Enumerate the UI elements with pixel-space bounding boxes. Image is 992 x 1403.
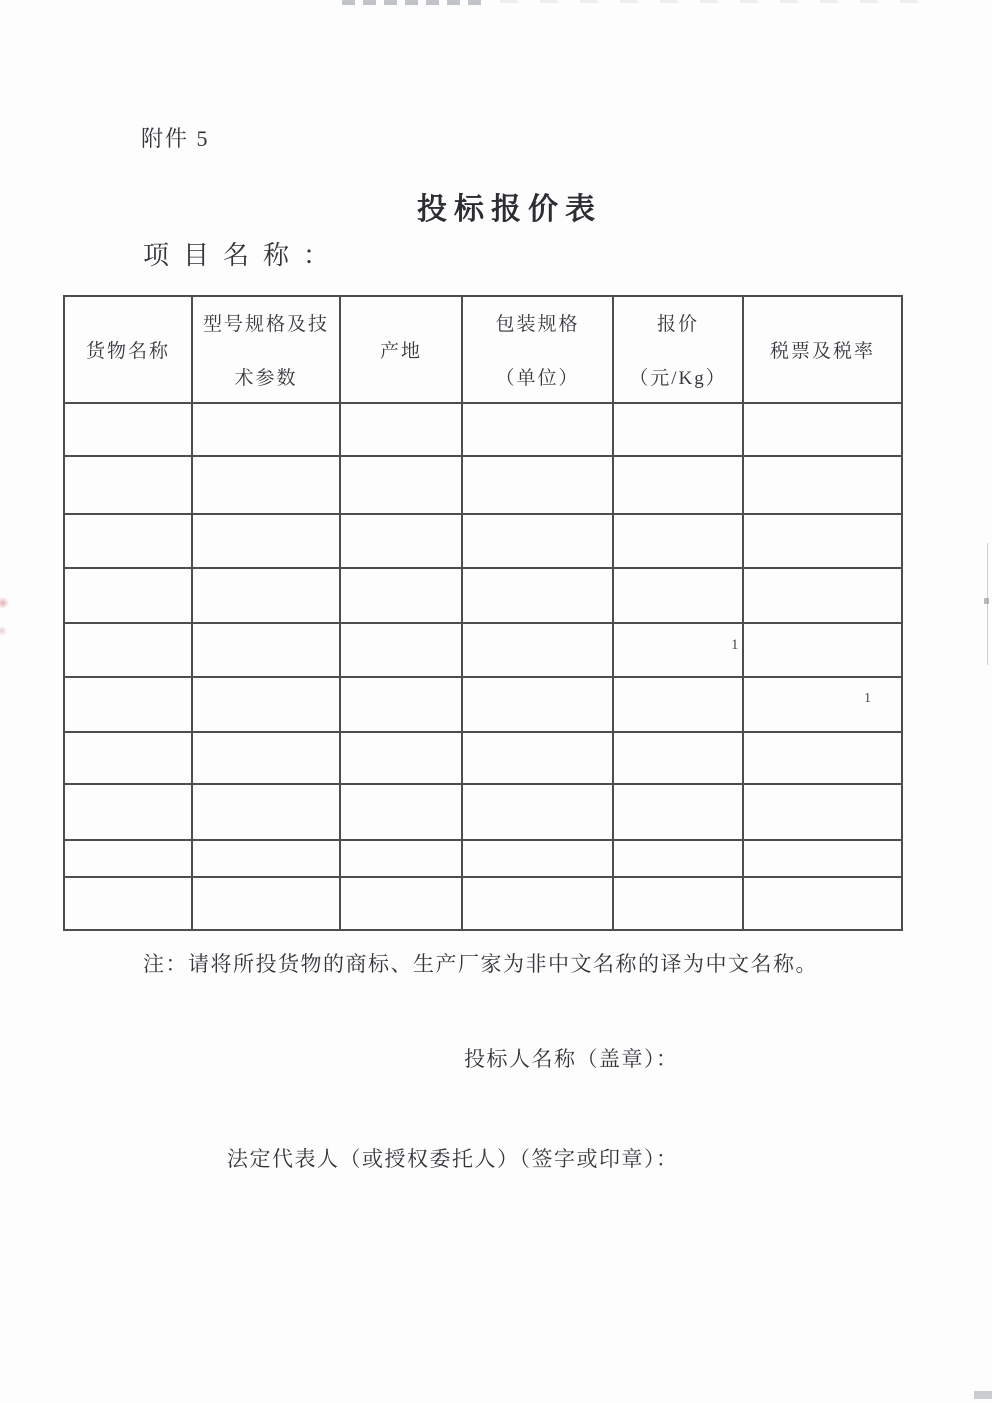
table-cell bbox=[192, 456, 340, 514]
table-cell bbox=[743, 514, 902, 568]
table-cell bbox=[613, 677, 743, 732]
scan-speck bbox=[984, 598, 989, 604]
table-cell bbox=[192, 403, 340, 456]
table-cell bbox=[64, 623, 192, 677]
table-cell bbox=[64, 677, 192, 732]
header-text: 型号规格及技 bbox=[202, 314, 329, 335]
table-row bbox=[64, 568, 902, 623]
table-cell bbox=[64, 514, 192, 568]
table-cell bbox=[462, 403, 613, 456]
table-cell bbox=[462, 456, 613, 514]
table-cell bbox=[192, 877, 340, 930]
table-cell bbox=[462, 732, 613, 784]
header-model-specs bbox=[192, 296, 340, 403]
price-table-body bbox=[64, 403, 902, 930]
table-cell bbox=[743, 840, 902, 877]
table-cell bbox=[340, 840, 462, 877]
header-text: （元/Kg） bbox=[629, 368, 727, 389]
table-cell bbox=[613, 403, 743, 456]
table-row bbox=[64, 514, 902, 568]
table-cell bbox=[340, 784, 462, 840]
table-cell bbox=[462, 677, 613, 732]
table-cell bbox=[613, 514, 743, 568]
table-row bbox=[64, 877, 902, 930]
note-text: 注：请将所投货物的商标、生产厂家为非中文名称的译为中文名称。 bbox=[143, 952, 818, 976]
table-cell bbox=[340, 732, 462, 784]
table-cell bbox=[613, 840, 743, 877]
header-text: 术参数 bbox=[234, 368, 298, 389]
bidder-name-seal-label: 投标人名称（盖章）： bbox=[464, 1047, 679, 1071]
table-cell bbox=[743, 456, 902, 514]
table-cell bbox=[743, 784, 902, 840]
table-cell bbox=[340, 623, 462, 677]
table-cell bbox=[462, 514, 613, 568]
table-cell bbox=[64, 456, 192, 514]
attachment-number-label: 附件 5 bbox=[141, 126, 210, 151]
table-cell bbox=[462, 568, 613, 623]
table-cell bbox=[64, 403, 192, 456]
table-cell bbox=[743, 623, 902, 677]
table-cell bbox=[64, 840, 192, 877]
table-cell bbox=[340, 877, 462, 930]
page-title: 投标报价表 bbox=[417, 193, 602, 226]
stray-digit-artifact: 1 bbox=[731, 637, 739, 653]
table-cell bbox=[340, 568, 462, 623]
table-cell bbox=[462, 623, 613, 677]
table-cell bbox=[64, 784, 192, 840]
header-text: 货物名称 bbox=[85, 341, 170, 362]
table-cell bbox=[192, 623, 340, 677]
table-row bbox=[64, 403, 902, 456]
table-cell bbox=[340, 403, 462, 456]
table-cell bbox=[613, 732, 743, 784]
scan-edge-line bbox=[987, 543, 988, 665]
table-cell bbox=[743, 568, 902, 623]
table-cell bbox=[743, 403, 902, 456]
header-quote-price bbox=[613, 296, 743, 403]
header-text: 税票及税率 bbox=[769, 341, 875, 362]
stray-digit-artifact: 1 bbox=[864, 691, 871, 706]
header-text: 产地 bbox=[379, 341, 422, 362]
table-cell bbox=[743, 877, 902, 930]
scan-smudge-top bbox=[342, 0, 482, 5]
header-packaging-spec bbox=[462, 296, 613, 403]
table-row bbox=[64, 677, 902, 732]
header-origin bbox=[340, 296, 462, 403]
table-cell bbox=[340, 456, 462, 514]
header-goods-name bbox=[64, 296, 192, 403]
scan-smudge-top-faint bbox=[500, 0, 930, 3]
table-cell bbox=[743, 732, 902, 784]
table-cell bbox=[613, 568, 743, 623]
header-text: （单位） bbox=[495, 368, 580, 389]
table-cell bbox=[192, 732, 340, 784]
table-cell bbox=[613, 623, 743, 677]
table-cell bbox=[462, 840, 613, 877]
header-tax-invoice-rate bbox=[743, 296, 902, 403]
scan-pink-mark bbox=[0, 626, 7, 636]
table-cell bbox=[340, 514, 462, 568]
header-text: 报价 bbox=[656, 314, 699, 335]
table-row bbox=[64, 456, 902, 514]
table-cell bbox=[462, 784, 613, 840]
table-row bbox=[64, 784, 902, 840]
table-cell bbox=[64, 568, 192, 623]
table-cell bbox=[340, 677, 462, 732]
table-cell bbox=[613, 456, 743, 514]
table-cell bbox=[192, 784, 340, 840]
bid-price-table bbox=[63, 295, 903, 931]
table-cell bbox=[462, 877, 613, 930]
table-cell bbox=[743, 677, 902, 732]
legal-representative-label: 法定代表人（或授权委托人）（签字或印章）： bbox=[227, 1147, 679, 1171]
project-name-label: 项目名称： bbox=[143, 241, 344, 270]
table-cell bbox=[64, 732, 192, 784]
table-cell bbox=[64, 877, 192, 930]
table-cell bbox=[613, 784, 743, 840]
table-cell bbox=[613, 877, 743, 930]
scan-pink-mark bbox=[0, 597, 9, 609]
scan-corner-mark bbox=[974, 1391, 992, 1399]
table-row bbox=[64, 732, 902, 784]
table-cell bbox=[192, 840, 340, 877]
table-cell bbox=[192, 568, 340, 623]
header-text: 包装规格 bbox=[495, 314, 580, 335]
price-table-header bbox=[64, 296, 902, 403]
table-cell bbox=[192, 677, 340, 732]
table-row bbox=[64, 623, 902, 677]
table-cell bbox=[192, 514, 340, 568]
table-row bbox=[64, 840, 902, 877]
